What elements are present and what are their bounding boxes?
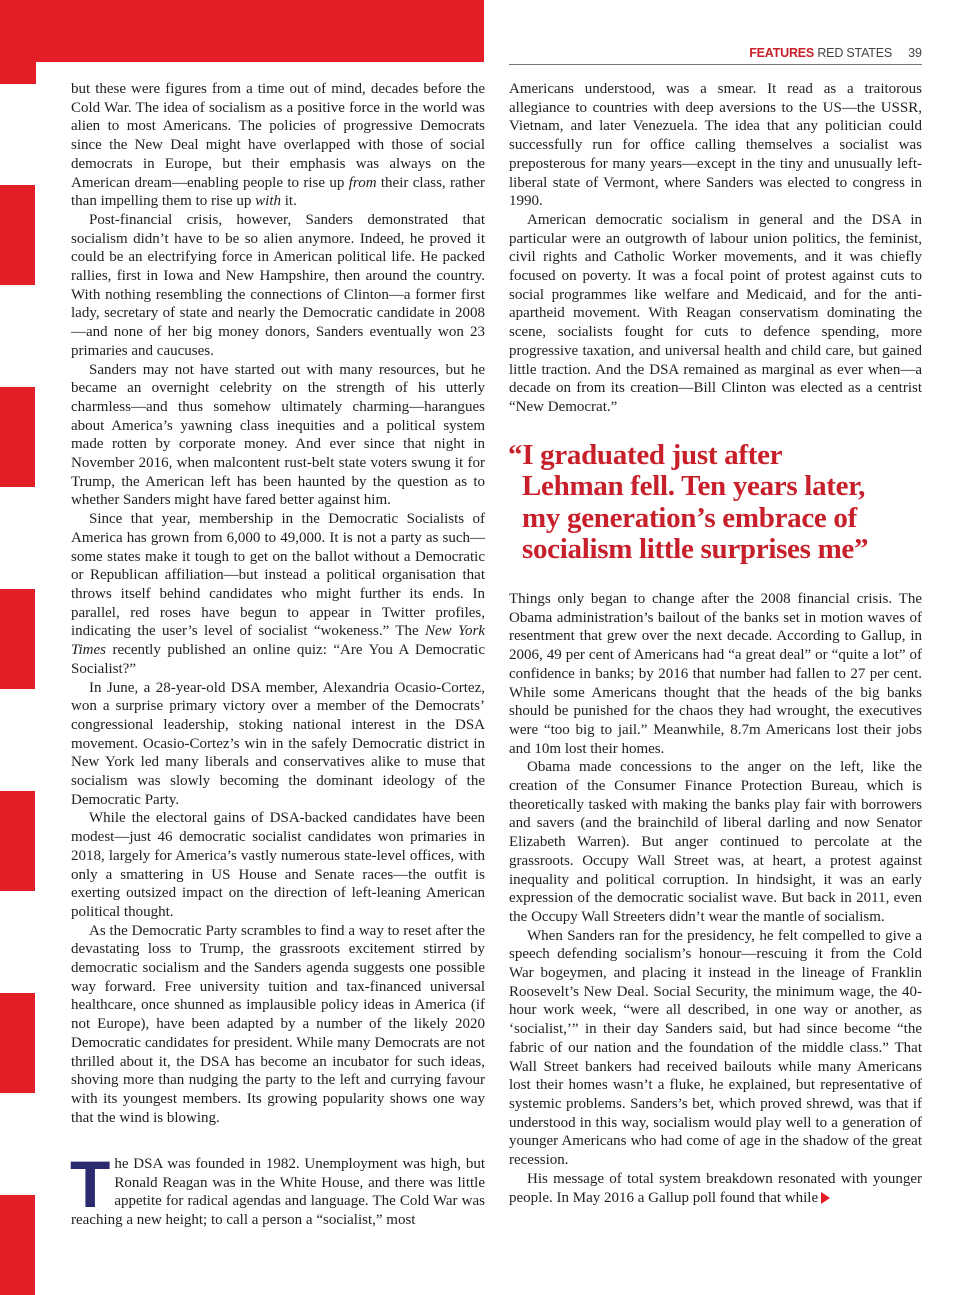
paragraph-text: While the electoral gains of DSA-backed candidates have been modest—just 46 democratic socialist candidates won primaries in 2018, largely for America’s vastly numerous state-level offices, with only a smattering in US House and Senate races—the outfit is exerting outsized impact on the direction of left-leaning American political thought. bbox=[71, 810, 485, 920]
section-label: FEATURES bbox=[749, 46, 815, 60]
paragraph-text: American democratic socialism in general and the DSA in particular were an outgrowth of labour union politics, the feminist, civil rights and Catholic Worker movements, and it was chiefly focused on poverty. It was a focal point of protest against cuts to social programmes like welfare and Medicaid, and for the anti-apartheid movement. With Reagan conservatism dominating the scene, socialists fought for cuts to defence spending, more progressive taxation, and universal health and child care, but gained little traction. And the DSA remained as marginal as ever when—a decade on from its creation—Bill Clinton was elected as a centrist “New Democrat.” bbox=[509, 211, 922, 415]
running-head bbox=[509, 44, 922, 65]
paragraph-text: In June, a 28-year-old DSA member, Alexandria Ocasio-Cortez, won a surprise primary victory over a member of the Democrats’ congressional leadership, stoking national interest in the DSA movement. Ocasio-Cortez’s win in the safely Democratic district in New York led many liberals and conservatives alike to muse that socialism was slowly becoming the dominant ideology of the Democratic Party. bbox=[71, 679, 485, 808]
paragraph-text: their class, rather than impelling them to rise up bbox=[71, 174, 485, 210]
right-column-top bbox=[509, 80, 922, 417]
paragraph bbox=[509, 590, 922, 758]
paragraph bbox=[509, 80, 922, 211]
italic-text: from bbox=[348, 174, 377, 191]
paragraph bbox=[509, 758, 922, 926]
pull-quote-line: my generation’s embrace of bbox=[522, 501, 857, 534]
red-margin-stripe bbox=[0, 185, 35, 285]
left-column bbox=[71, 80, 485, 1127]
pull-quote bbox=[508, 440, 928, 565]
paragraph bbox=[71, 922, 485, 1128]
paragraph bbox=[509, 1170, 922, 1207]
paragraph bbox=[509, 211, 922, 417]
pull-quote-line: socialism little surprises me” bbox=[522, 532, 869, 565]
red-margin-stripe bbox=[0, 387, 35, 487]
paragraph-text: When Sanders ran for the presidency, he felt compelled to give a speech defending socialism’s honour—rescuing it from the Cold War bogeymen, and placing it instead in the lineage of Franklin Roosevelt’s New Deal. Social Security, the minimum wage, the 40-hour work week, “were all described, in one way or another, as ‘socialist,’” in their day Sanders said, but had since become “the fabric of our nation and the foundation of the middle class.” That Wall Street bankers had received bailouts while many Americans lost their homes wasn’t a fluke, he explained, but representative of systemic problems. Sanders’s bet, which proved shrewd, was that if understood in this way, socialism would play well to a generation of younger Americans who had come of age in the shadow of the great recession. bbox=[509, 927, 922, 1169]
paragraph bbox=[71, 510, 485, 678]
paragraph bbox=[509, 927, 922, 1170]
italic-text: New York Times bbox=[71, 623, 485, 659]
red-margin-stripe bbox=[0, 589, 35, 689]
right-column-bottom bbox=[509, 590, 922, 1207]
pull-quote-line: Lehman fell. Ten years later, bbox=[522, 470, 866, 503]
paragraph-text: Things only began to change after the 2008 financial crisis. The Obama administration’s bailout of the banks set in motion waves of resentment that grew over the next decade. According to Gallup, in 2006, 49 per cent of Americans had “a great deal” or “quite a lot” of confidence in banks; by 2016 that number had fallen to 27 per cent. While some Americans thought that the heads of the big banks should be punished for the chaos they had wrought, the executives were “too big to jail.” Meanwhile, 8.7m Americans lost their jobs and 10m lost their homes. bbox=[509, 591, 922, 757]
paragraph-text: he DSA was founded in 1982. Unemployment was high, but Ronald Reagan was in the White House, and there was little appetite for radical agendas and language. The Cold War was reaching a new height; to call a person a “socialist,” most bbox=[71, 1156, 485, 1229]
drop-cap-paragraph bbox=[70, 1147, 485, 1230]
paragraph-text: His message of total system breakdown resonated with younger people. In May 2016 a Gallup poll found that while bbox=[509, 1170, 922, 1206]
red-margin-stripe bbox=[0, 791, 35, 891]
red-header-block bbox=[0, 0, 484, 62]
red-header-tab bbox=[0, 62, 36, 84]
paragraph-text: recently published an online quiz: “Are You A Democratic Socialist?” bbox=[71, 642, 485, 677]
paragraph bbox=[71, 80, 485, 211]
paragraph bbox=[71, 361, 485, 511]
paragraph-text: it. bbox=[280, 193, 297, 210]
story-label: RED STATES bbox=[817, 46, 892, 60]
paragraph-text: Obama made concessions to the anger on the left, like the creation of the Consumer Finance Protection Bureau, which is theoretically tasked with making the banks play fair with borrowers and savers (and the brainchild of liberal darling and now Senator Elizabeth Warren). But anger continued to percolate at the grassroots. Occupy Wall Street was, at heart, a protest against inequality and political corruption. In hindsight, it was an early expression of the democratic socialist wave. But back in 2011, even the Occupy Wall Streeters didn’t wear the mantle of socialism. bbox=[509, 759, 922, 925]
paragraph bbox=[71, 211, 485, 361]
paragraph-text: Americans understood, was a smear. It read as a traitorous allegiance to countries with deep aversions to the US—the USSR, Vietnam, and later Venezuela. The idea that any politician could successfully run for office calling themselves a socialist was preposterous for many years—except in the tiny and unusually left-liberal state of Vermont, where Sanders was elected to congress in 1990. bbox=[509, 81, 922, 210]
red-margin-stripe bbox=[0, 993, 35, 1093]
pull-quote-line: “I graduated just after bbox=[508, 439, 783, 471]
paragraph-text: Post-financial crisis, however, Sanders demonstrated that socialism didn’t have to be so alien anymore. Indeed, he proved it could be an electrifying force in American political life. He packed rallies, first in Iowa and New Hampshire, then around the country. With nothing resembling the connections of Clinton—a former first lady, secretary of state and nearly the Democratic candidate in 2008—and none of her big money donors, Sanders eventually won 23 primaries and caucuses. bbox=[71, 211, 485, 359]
italic-text: with bbox=[255, 193, 281, 210]
paragraph bbox=[71, 809, 485, 921]
paragraph bbox=[71, 679, 485, 810]
page-number: 39 bbox=[908, 46, 922, 60]
continue-arrow-icon bbox=[821, 1192, 830, 1204]
drop-cap: T bbox=[70, 1147, 111, 1221]
red-margin-stripe bbox=[0, 1195, 35, 1295]
paragraph-text: but these were figures from a time out of mind, decades before the Cold War. The idea of socialism as a positive force in the world was alien to most Americans. The policies of progressive Democrats since the New Deal might have overlapped with those of social democrats in Europe, but their emphasis was always on the American dream—enabling people to rise up bbox=[71, 81, 485, 191]
paragraph-text: Since that year, membership in the Democratic Socialists of America has grown from 6,000 to 49,000. It is not a party as such—some states make it tough to get on the ballot without a Democratic or Republican affiliation—but instead a political organisation that throws itself behind candidates who might further its ends. In parallel, red roses have begun to appear in Twitter profiles, indicating the user’s level of socialist “wokeness.” The bbox=[71, 511, 485, 640]
paragraph-text: Sanders may not have started out with many resources, but he became an overnight celebrity on the strength of his utterly charmless—and thus somehow ultimately charming—harangues about America’s yawning class inequities and a political system made rotten by corporate money. And ever since that night in November 2016, when malcontent rust-belt state voters swung it for Trump, the American left has been haunted by the question as to whether Sanders might have fared better against him. bbox=[71, 361, 485, 509]
paragraph-text: As the Democratic Party scrambles to find a way to reset after the devastating loss to Trump, the grassroots excitement stirred by democratic socialism and the Sanders agenda suggests one possible way forward. Free university tuition and tax-financed universal healthcare, once shunned as implausible policy ideas in America (if not Europe), have been adapted by a number of the likely 2020 Democratic candidates for president. While many Democrats are not thrilled about it, the DSA has become an incubator for such ideas, shoving more than nudging the party to the left and currying favour with its youngest members. Its growing popularity shows one way that the wind is blowing. bbox=[71, 922, 485, 1126]
